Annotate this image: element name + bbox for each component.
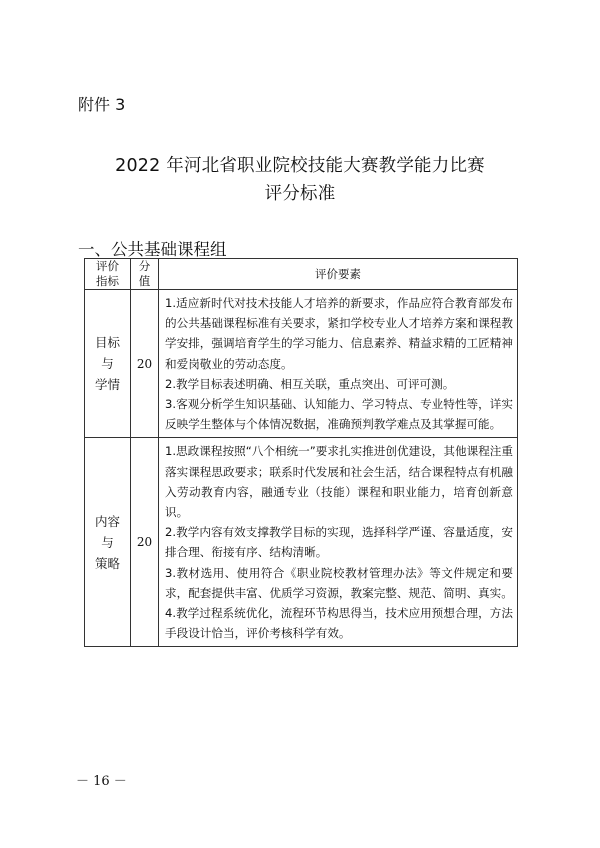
document-title-line-2: 评分标准 (264, 184, 336, 204)
scoring-table (84, 258, 518, 647)
requirement-item: 2.教学内容有效支撑教学目标的实现，选择科学严谨、容量适度，安排合理、衔接有序、结构清晰。 (165, 525, 513, 560)
table-row (85, 438, 518, 647)
indicator-line: 与 (101, 356, 114, 372)
document-title-line-1: 2022 年河北省职业院校技能大赛教学能力比赛 (115, 156, 485, 176)
row-indicator (85, 290, 131, 438)
page-number: － 16 － (76, 774, 127, 789)
row-requirements (159, 290, 518, 438)
header-indicator-line-1: 评价 (96, 259, 119, 273)
header-indicator-line-2: 指标 (96, 274, 119, 288)
table-row (85, 290, 518, 438)
table-header-row (85, 259, 518, 290)
header-indicator (85, 259, 131, 290)
attachment-label: 附件 3 (78, 95, 126, 114)
indicator-line: 策略 (94, 555, 120, 571)
header-score-line-1: 分 (138, 259, 151, 273)
indicator-line: 与 (101, 534, 114, 550)
requirement-item: 1.适应新时代对技术技能人才培养的新要求，作品应符合教育部发布的公共基础课程标准有关要求，紧扣学校专业人才培养方案和课程教学安排，强调培育学生的学习能力、信息素养、精益求精的工匠精神和爱岗敬业的劳动态度。 (165, 296, 513, 371)
row-score: 20 (131, 438, 159, 647)
row-indicator (85, 438, 131, 647)
header-requirements: 评价要素 (159, 259, 518, 290)
requirement-item: 1.思政课程按照“八个相统一”要求扎实推进创优建设，其他课程注重落实课程思政要求；联系时代发展和社会生活，结合课程特点有机融入劳动教育内容，融通专业（技能）课程和职业能力，培育创新意识。 (165, 444, 513, 520)
row-requirements (159, 438, 518, 647)
requirement-item: 3.客观分析学生知识基础、认知能力、学习特点、专业特性等，详实反映学生整体与个体情况数据，准确预判教学难点及其掌握可能。 (165, 397, 513, 432)
indicator-line: 目标 (94, 335, 120, 351)
requirement-item: 2.教学目标表述明确、相互关联，重点突出、可评可测。 (165, 376, 455, 391)
header-score-line-2: 值 (138, 274, 151, 288)
section-heading: 一、公共基础课程组 (78, 240, 227, 259)
indicator-line: 内容 (94, 513, 120, 529)
requirement-item: 4.教学过程系统优化，流程环节构思得当，技术应用预想合理，方法手段设计恰当，评价考核科学有效。 (165, 606, 513, 641)
row-score: 20 (131, 290, 159, 438)
requirement-item: 3.教材选用、使用符合《职业院校教材管理办法》等文件规定和要求，配套提供丰富、优质学习资源，教案完整、规范、简明、真实。 (165, 565, 513, 600)
indicator-line: 学情 (94, 377, 120, 393)
header-score (131, 259, 159, 290)
